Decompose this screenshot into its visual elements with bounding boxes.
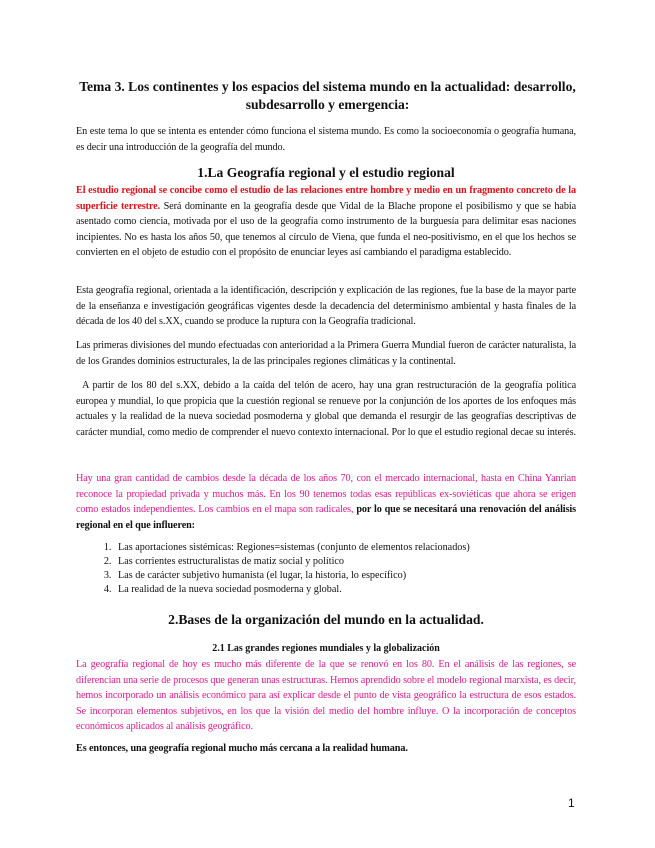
section-2-1-subheading: 2.1 Las grandes regiones mundiales y la globalización [212, 643, 440, 654]
list-item: 2. Las corrientes estructuralistas de matiz social y político [114, 555, 576, 569]
section-1-paragraph-1 [76, 183, 576, 261]
influences-list [76, 541, 576, 597]
paragraph-text: Será dominante en la geografía desde que Vidal de la Blache propone el posibilismo y que se había asentado como ciencia, motivada por el uso de la geografía como instrumento de la burguesía para delimitar esas naciones incipientes. No es hasta los años 50, que tenemos al círculo de Viena, que funda el neo-positivismo, en el que los hechos se convierten en el objeto de estudio con el propósito de enunciar leyes así cambiando el paradigma establecido. [76, 200, 576, 259]
bold-text: por lo que se necesitará una renovación del análisis regional en el que influeren: [76, 504, 576, 531]
section-1-heading: 1.La Geografía regional y el estudio regional [197, 165, 455, 180]
section-2-paragraph-2: Es entonces, una geografía regional mucho más cercana a la realidad humana. [76, 743, 408, 754]
highlight-red-text: El estudio regional se concibe como el estudio de las relaciones entre hombre y medio en un fragmento concreto de la superficie terrestre. [76, 185, 576, 212]
section-1-paragraph-5 [76, 471, 576, 533]
highlight-magenta-text: Hay una gran cantidad de cambios desde la década de los años 70, con el mercado internacional, hasta en China Yanrian reconoce la propiedad privada y muchos más. En los 90 tenemos todas esas repúblicas ex-soviéticas que ahora se erigen como estados independientes. Los cambios en el mapa son radicales, [76, 473, 576, 516]
list-item: 4. La realidad de la nueva sociedad posmoderna y global. [114, 583, 576, 597]
document-title: Tema 3. Los continentes y los espacios del sistema mundo en la actualidad: desarrollo, subdesarrollo y emergencia: [79, 79, 576, 112]
section-2-heading: 2.Bases de la organización del mundo en la actualidad. [168, 612, 484, 627]
list-item: 3. Las de carácter subjetivo humanista (el lugar, la historia, lo específico) [114, 569, 576, 583]
section-1-paragraph-4: A partir de los 80 del s.XX, debido a la caída del telón de acero, hay una gran restructuración de la geografía política europea y mundial, lo que propicia que la cuestión regional se renueve por la conjunción de los aportes de los enfoques más actuales y la realidad de la nueva sociedad posmoderna y global que demanda el resurgir de las geografías descriptivas de carácter mundial, como medio de comprender el nuevo contexto internacional. Por lo que el estudio regional decae su interés. [76, 380, 576, 438]
section-1-paragraph-2: Esta geografía regional, orientada a la identificación, descripción y explicación de las regiones, fue la base de la mayor parte de la enseñanza e investigación geográficas vigentes desde la decadencia del determinismo ambiental y hasta finales de la década de los 40 del s.XX, cuando se produce la ruptura con la Geografía tradicional. [76, 285, 576, 328]
section-1-paragraph-3: Las primeras divisiones del mundo efectuadas con anterioridad a la Primera Guerra Mundial fueron de carácter naturalista, la de los Grandes dominios estructurales, la de las principales regiones climáticas y la continental. [76, 340, 576, 367]
intro-paragraph: En este tema lo que se intenta es entender cómo funciona el sistema mundo. Es como la socioeconomía o geografía humana, es decir una introducción de la geografía del mundo. [76, 126, 576, 153]
page-number: 1 [568, 796, 575, 810]
section-2-paragraph-1: La geografía regional de hoy es mucho más diferente de la que se renovó en los 80. En el análisis de las regiones, se diferencian una serie de procesos que generan unas estructuras. Hemos aprendido sobre el modelo regional marxista, es decir, hemos incorporado un análisis económico para así explicar desde el punto de vista geográfico la estructura de esos estados. Se incorporan elementos subjetivos, en los que la visión del medio del hombre influye. O la incorporación de conceptos económicos aplicados al análisis geográfico. [76, 659, 576, 733]
list-item: 1. Las aportaciones sistémicas: Regiones=sistemas (conjunto de elementos relacionados) [114, 541, 576, 555]
